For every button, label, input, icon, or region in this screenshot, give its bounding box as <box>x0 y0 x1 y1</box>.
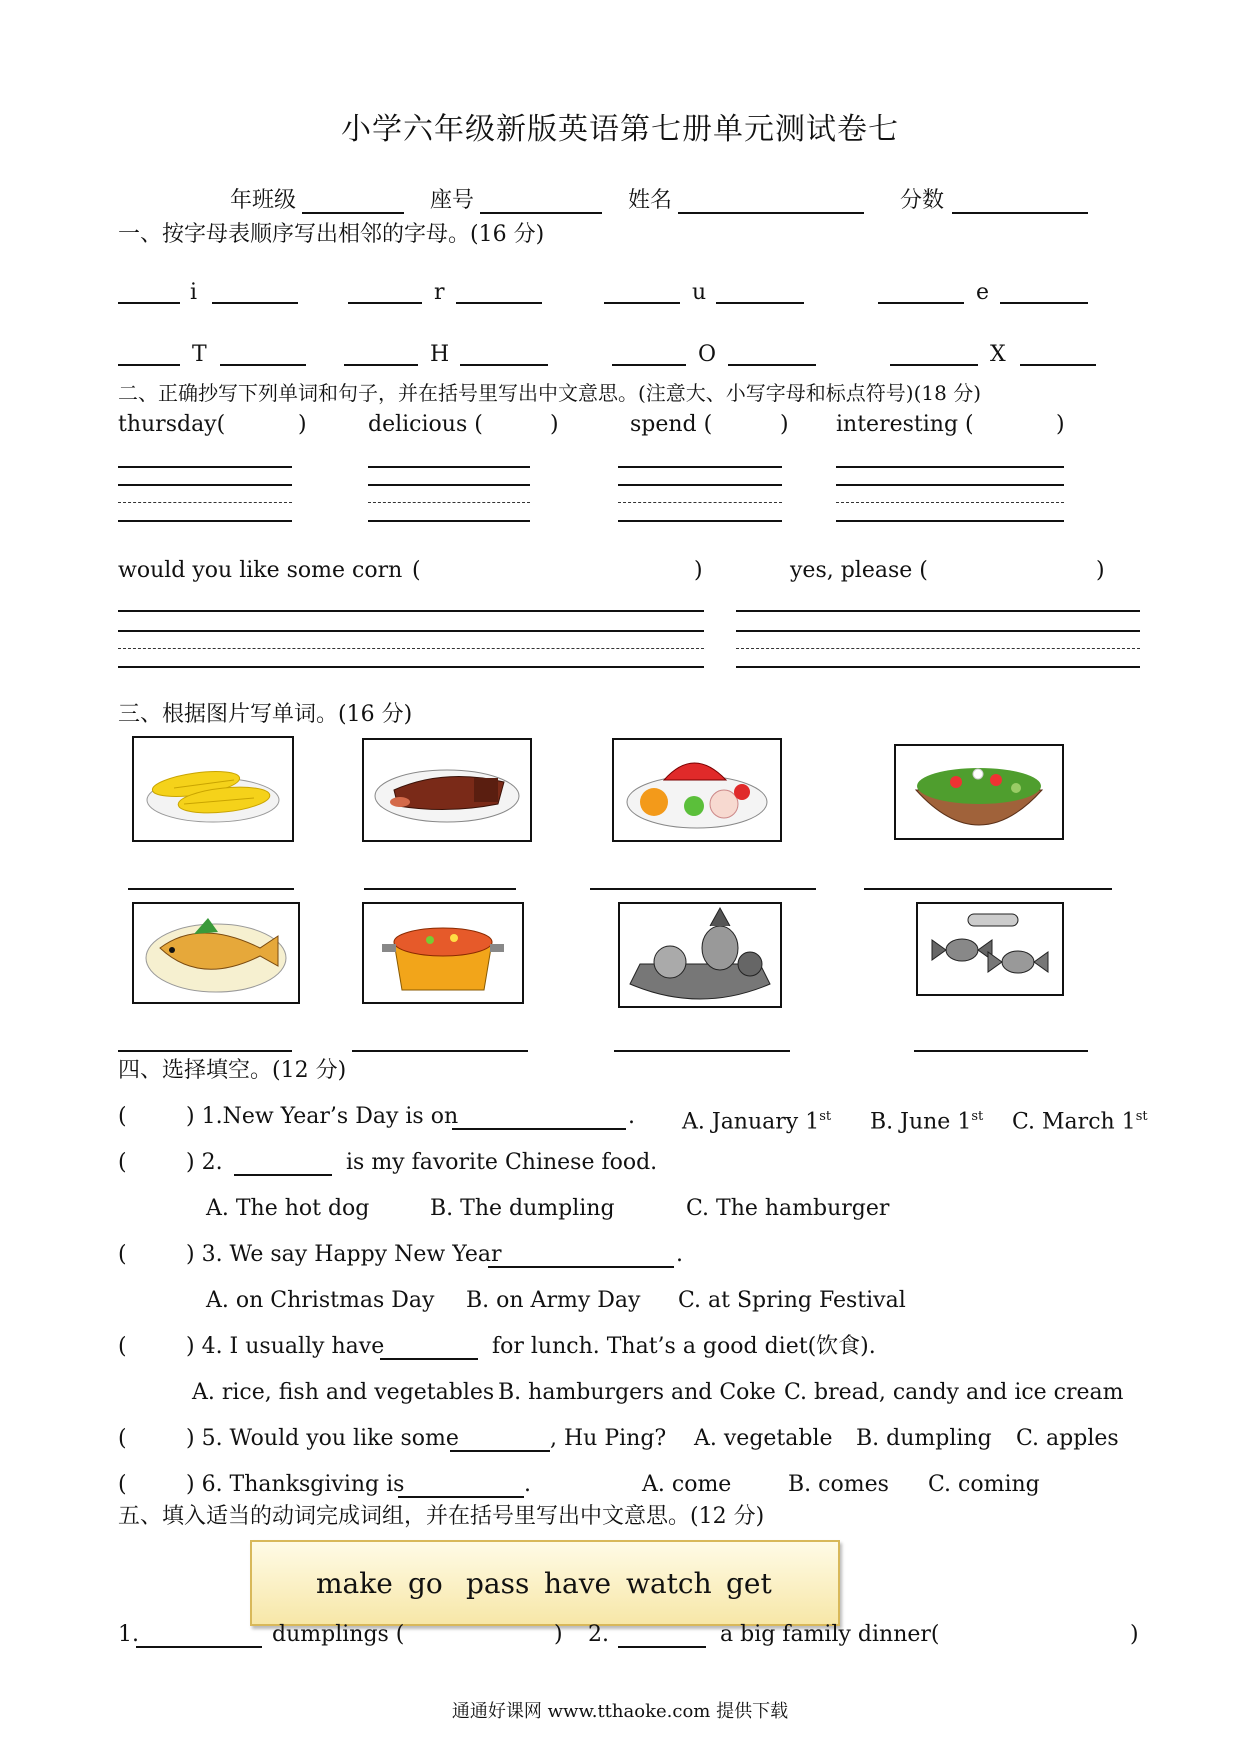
letter-given: u <box>692 280 707 305</box>
fruit-basket-picture <box>618 902 782 1008</box>
letter-blank[interactable] <box>1000 302 1088 304</box>
page-title: 小学六年级新版英语第七册单元测试卷七 <box>341 112 899 147</box>
letter-given: O <box>698 342 717 367</box>
item-2-text: a big family dinner( <box>720 1622 940 1647</box>
question-4-stem: ) 4. I usually have <box>186 1334 385 1359</box>
fish-picture <box>132 902 300 1004</box>
question-1-stem: ) 1.New Year’s Day is on <box>186 1104 459 1129</box>
word-spend: spend ( <box>630 412 713 437</box>
question-4-option-a[interactable]: A. rice, fish and vegetables <box>192 1380 495 1405</box>
corn-picture <box>132 736 294 842</box>
close-paren: ) <box>298 412 307 437</box>
answer-line[interactable] <box>128 888 294 890</box>
question-3-end: . <box>676 1242 683 1267</box>
answer-line[interactable] <box>118 1050 292 1052</box>
question-1-option-a[interactable]: A. January 1st <box>682 1109 832 1135</box>
verb-option: get <box>726 1567 772 1600</box>
close-paren: ) <box>780 412 789 437</box>
fruit-salad-picture <box>612 738 782 842</box>
fruit-icon <box>614 740 780 840</box>
close-paren: ) <box>550 412 559 437</box>
word-delicious: delicious ( <box>368 412 483 437</box>
section-4-heading: 四、选择填空。(12 分) <box>118 1058 347 1083</box>
question-3-stem: ) 3. We say Happy New Year <box>186 1242 502 1267</box>
letter-blank[interactable] <box>456 302 542 304</box>
seat-label: 座号 <box>430 188 475 213</box>
soup-pot-icon <box>364 904 522 1002</box>
item-2-number: 2. <box>588 1622 609 1647</box>
name-blank[interactable] <box>678 212 864 214</box>
answer-line[interactable] <box>352 1050 528 1052</box>
question-1-blank[interactable] <box>452 1128 626 1130</box>
section-2-heading: 二、正确抄写下列单词和句子，并在括号里写出中文意思。(注意大、小写字母和标点符号)(18 分) <box>118 381 982 405</box>
item-1-blank[interactable] <box>136 1646 262 1648</box>
question-6-option-c[interactable]: C. coming <box>928 1472 1040 1497</box>
answer-line[interactable] <box>914 1050 1088 1052</box>
score-label: 分数 <box>900 188 945 213</box>
letter-given: r <box>434 280 445 305</box>
letter-blank[interactable] <box>612 364 686 366</box>
sentence-corn: would you like some corn <box>118 558 403 583</box>
question-2-option-a[interactable]: A. The hot dog <box>206 1196 370 1221</box>
letter-given: T <box>192 342 207 367</box>
answer-paren-open[interactable]: ( <box>118 1150 127 1175</box>
verb-option: pass <box>466 1567 530 1600</box>
answer-line[interactable] <box>364 888 516 890</box>
letter-blank[interactable] <box>878 302 964 304</box>
close-paren: ) <box>1056 412 1065 437</box>
item-1-text: dumplings ( <box>272 1622 405 1647</box>
answer-paren-open[interactable]: ( <box>118 1426 127 1451</box>
question-5-rest: , Hu Ping? <box>550 1426 667 1451</box>
score-blank[interactable] <box>952 212 1088 214</box>
candy-picture <box>916 902 1064 996</box>
letter-given: X <box>990 342 1006 367</box>
letter-blank[interactable] <box>220 364 306 366</box>
answer-paren-open[interactable]: ( <box>118 1242 127 1267</box>
verb-option: make <box>316 1567 393 1600</box>
fruit-basket-icon <box>620 904 780 1006</box>
question-6-blank[interactable] <box>398 1496 524 1498</box>
fish-icon <box>134 904 298 1002</box>
letter-blank[interactable] <box>118 302 180 304</box>
answer-paren-open[interactable]: ( <box>118 1104 127 1129</box>
question-2-option-c[interactable]: C. The hamburger <box>686 1196 890 1221</box>
close-paren: ) <box>1096 558 1105 583</box>
section-5-heading: 五、填入适当的动词完成词组，并在括号里写出中文意思。(12 分) <box>118 1504 765 1529</box>
question-3-blank[interactable] <box>488 1266 674 1268</box>
letter-given: e <box>976 280 990 305</box>
letter-blank[interactable] <box>344 364 418 366</box>
section-3-heading: 三、根据图片写单词。(16 分) <box>118 702 413 727</box>
word-interesting: interesting ( <box>836 412 974 437</box>
meat-picture <box>362 738 532 842</box>
question-5-option-c[interactable]: C. apples <box>1016 1426 1119 1451</box>
class-blank[interactable] <box>302 212 404 214</box>
item-1-number: 1. <box>118 1622 139 1647</box>
letter-blank[interactable] <box>1020 364 1096 366</box>
letter-blank[interactable] <box>604 302 680 304</box>
question-1-option-c[interactable]: C. March 1st <box>1012 1109 1148 1135</box>
question-5-option-a[interactable]: A. vegetable <box>694 1426 833 1451</box>
class-label: 年班级 <box>230 188 297 213</box>
question-4-rest: for lunch. That’s a good diet(饮食). <box>492 1334 876 1359</box>
question-5-blank[interactable] <box>450 1450 550 1452</box>
answer-paren-open[interactable]: ( <box>118 1334 127 1359</box>
item-2-blank[interactable] <box>618 1646 706 1648</box>
meat-icon <box>364 740 530 840</box>
question-4-blank[interactable] <box>380 1358 478 1360</box>
question-2-option-b[interactable]: B. The dumpling <box>430 1196 615 1221</box>
answer-line[interactable] <box>864 888 1112 890</box>
letter-blank[interactable] <box>118 364 180 366</box>
verb-word-box <box>250 1540 840 1626</box>
candy-icon <box>918 904 1062 994</box>
question-4-option-b[interactable]: B. hamburgers and Coke <box>498 1380 776 1405</box>
question-6-option-a[interactable]: A. come <box>642 1472 732 1497</box>
verb-option: watch <box>626 1567 712 1600</box>
question-6-option-b[interactable]: B. comes <box>788 1472 889 1497</box>
question-1-option-b[interactable]: B. June 1st <box>870 1109 984 1135</box>
sentence-yes-please: yes, please ( <box>790 558 928 583</box>
letter-blank[interactable] <box>348 302 422 304</box>
letter-blank[interactable] <box>728 364 816 366</box>
question-3-option-b[interactable]: B. on Army Day <box>466 1288 641 1313</box>
verb-option: go <box>408 1567 443 1600</box>
question-6-end: . <box>524 1472 531 1497</box>
name-label: 姓名 <box>628 188 673 213</box>
corn-icon <box>134 738 292 840</box>
question-2-rest: is my favorite Chinese food. <box>346 1150 658 1175</box>
question-1-end: . <box>628 1104 635 1129</box>
question-3-option-c[interactable]: C. at Spring Festival <box>678 1288 906 1313</box>
section-1-heading: 一、按字母表顺序写出相邻的字母。(16 分) <box>118 222 545 247</box>
footer-credit: 通通好课网 www.tthaoke.com 提供下载 <box>451 1701 789 1722</box>
salad-picture <box>894 744 1064 840</box>
letter-blank[interactable] <box>460 364 548 366</box>
salad-icon <box>896 746 1062 838</box>
letter-given: i <box>190 280 198 305</box>
word-thursday: thursday( <box>118 412 226 437</box>
letter-blank[interactable] <box>716 302 804 304</box>
question-6-stem: ) 6. Thanksgiving is <box>186 1472 405 1497</box>
question-2-blank[interactable] <box>234 1174 332 1176</box>
open-paren: ( <box>412 558 421 583</box>
letter-given: H <box>430 342 450 367</box>
item-1-close: ) <box>554 1622 563 1647</box>
letter-blank[interactable] <box>890 364 978 366</box>
question-3-option-a[interactable]: A. on Christmas Day <box>206 1288 435 1313</box>
verb-option: have <box>544 1567 612 1600</box>
soup-picture <box>362 902 524 1004</box>
letter-blank[interactable] <box>212 302 298 304</box>
close-paren: ) <box>694 558 703 583</box>
question-4-option-c[interactable]: C. bread, candy and ice cream <box>784 1380 1124 1405</box>
question-5-option-b[interactable]: B. dumpling <box>856 1426 992 1451</box>
seat-blank[interactable] <box>480 212 602 214</box>
answer-line[interactable] <box>614 1050 790 1052</box>
answer-paren-open[interactable]: ( <box>118 1472 127 1497</box>
item-2-close: ) <box>1130 1622 1139 1647</box>
question-5-stem: ) 5. Would you like some <box>186 1426 459 1451</box>
question-2-stem: ) 2. <box>186 1150 223 1175</box>
answer-line[interactable] <box>590 888 816 890</box>
